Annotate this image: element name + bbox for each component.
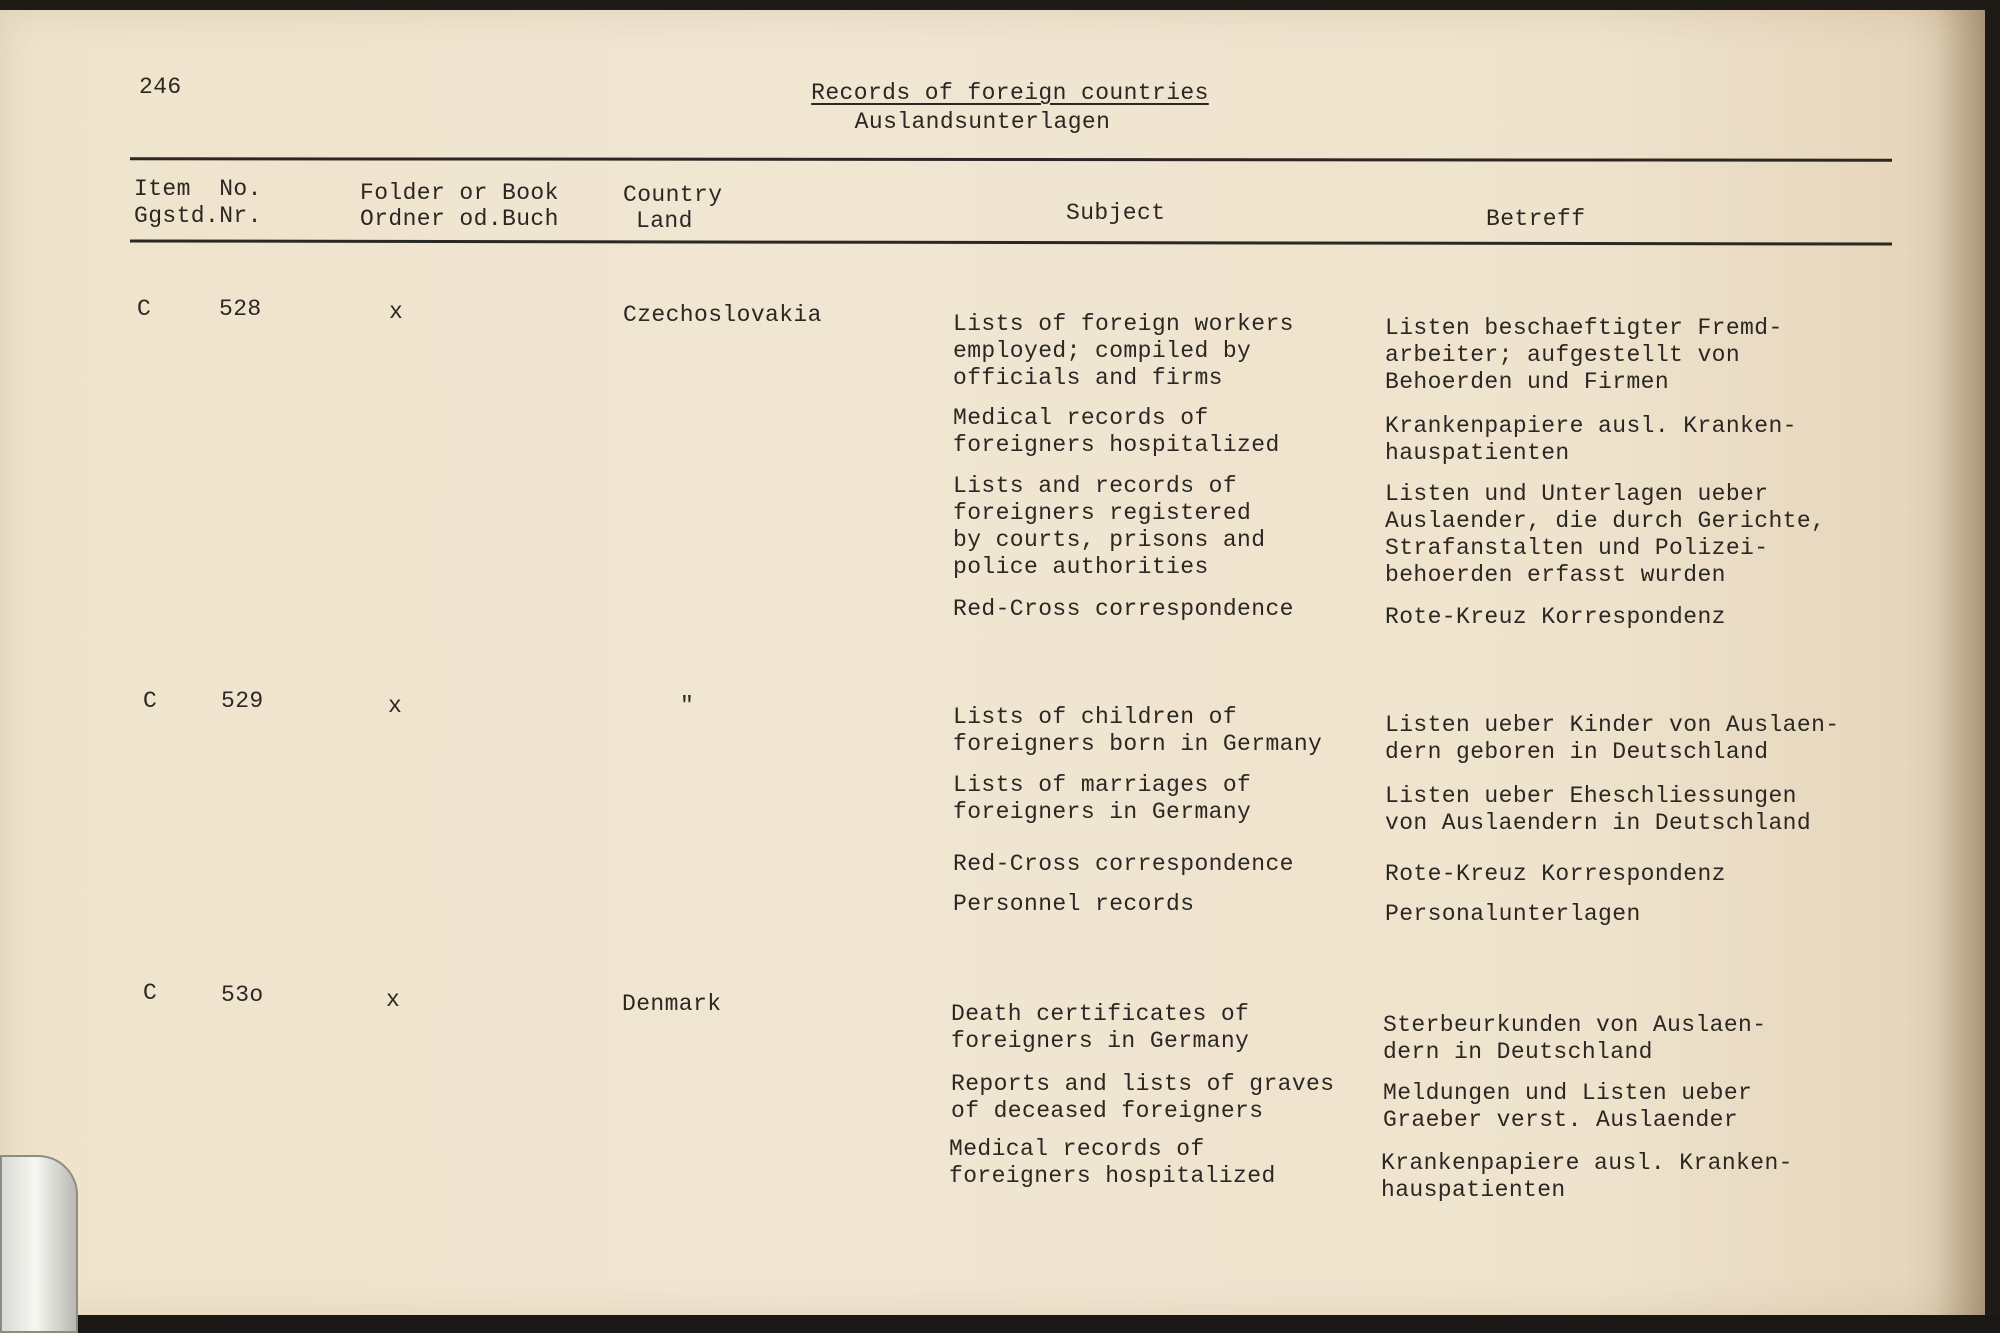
- page-fold-shadow: [1935, 10, 1985, 1318]
- row-528-item: C: [137, 296, 152, 322]
- row-529-betreff-3: Rote-Kreuz Korrespondenz: [1385, 861, 1726, 887]
- row-529-item: C: [143, 688, 158, 714]
- page-title: Records of foreign countries: [811, 80, 1209, 106]
- row-529-betreff-1: Listen ueber Kinder von Auslaen- dern geboren in Deutschland: [1385, 712, 1840, 765]
- row-528-subject-1: Lists of foreign workers employed; compiled by officials and firms: [953, 311, 1294, 391]
- row-530-item: C: [143, 980, 158, 1006]
- col-header-item-de: Ggstd.Nr.: [134, 203, 262, 229]
- row-529-subject-1: Lists of children of foreigners born in Germany: [953, 704, 1323, 757]
- col-header-item: Item No.: [134, 176, 262, 202]
- row-529-subject-4: Personnel records: [953, 891, 1195, 917]
- binder-clip: [0, 1155, 78, 1333]
- row-530-country: Denmark: [622, 991, 722, 1017]
- row-528-subject-4: Red-Cross correspondence: [953, 596, 1294, 622]
- col-header-betreff: Betreff: [1486, 206, 1586, 232]
- row-530-number: 53o: [221, 982, 264, 1008]
- row-528-betreff-4: Rote-Kreuz Korrespondenz: [1385, 604, 1726, 630]
- row-530-betreff-1: Sterbeurkunden von Auslaen- dern in Deutschland: [1383, 1012, 1767, 1065]
- row-530-betreff-3: Krankenpapiere ausl. Kranken- hauspatienten: [1381, 1150, 1793, 1203]
- row-528-betreff-2: Krankenpapiere ausl. Kranken- hauspatienten: [1385, 413, 1797, 466]
- col-header-country: Country: [623, 182, 723, 208]
- row-530-betreff-2: Meldungen und Listen ueber Graeber verst. Auslaender: [1383, 1080, 1753, 1133]
- row-530-subject-1: Death certificates of foreigners in Germany: [951, 1001, 1250, 1054]
- row-529-subject-3: Red-Cross correspondence: [953, 851, 1294, 877]
- col-header-folder-de: Ordner od.Buch: [360, 206, 559, 232]
- row-529-betreff-4: Personalunterlagen: [1385, 901, 1641, 927]
- row-528-betreff-3: Listen und Unterlagen ueber Auslaender, die durch Gerichte, Strafanstalten und Polizei- behoerden erfasst wurden: [1385, 481, 1826, 588]
- col-header-country-de: Land: [636, 208, 693, 234]
- page-bottom-edge: [0, 1315, 2000, 1333]
- row-528-country: Czechoslovakia: [623, 302, 822, 328]
- row-530-subject-2: Reports and lists of graves of deceased foreigners: [951, 1071, 1335, 1124]
- row-529-number: 529: [221, 688, 264, 714]
- row-528-subject-3: Lists and records of foreigners registered by courts, prisons and police authorities: [953, 473, 1266, 580]
- row-529-betreff-2: Listen ueber Eheschliessungen von Auslaendern in Deutschland: [1385, 783, 1812, 836]
- row-528-number: 528: [219, 296, 262, 322]
- page-number: 246: [139, 74, 182, 100]
- page-subtitle: Auslandsunterlagen: [854, 109, 1111, 135]
- row-529-subject-2: Lists of marriages of foreigners in Germany: [953, 772, 1252, 825]
- col-header-subject: Subject: [1066, 200, 1166, 226]
- row-529-folder: x: [388, 693, 403, 719]
- row-528-subject-2: Medical records of foreigners hospitalized: [953, 405, 1280, 458]
- row-528-betreff-1: Listen beschaeftigter Fremd- arbeiter; aufgestellt von Behoerden und Firmen: [1385, 315, 1783, 395]
- col-header-folder: Folder or Book: [360, 180, 559, 206]
- row-530-subject-3: Medical records of foreigners hospitalized: [949, 1136, 1276, 1189]
- row-528-folder: x: [389, 299, 404, 325]
- row-530-folder: x: [386, 987, 401, 1013]
- row-529-country-ditto: ": [680, 693, 695, 719]
